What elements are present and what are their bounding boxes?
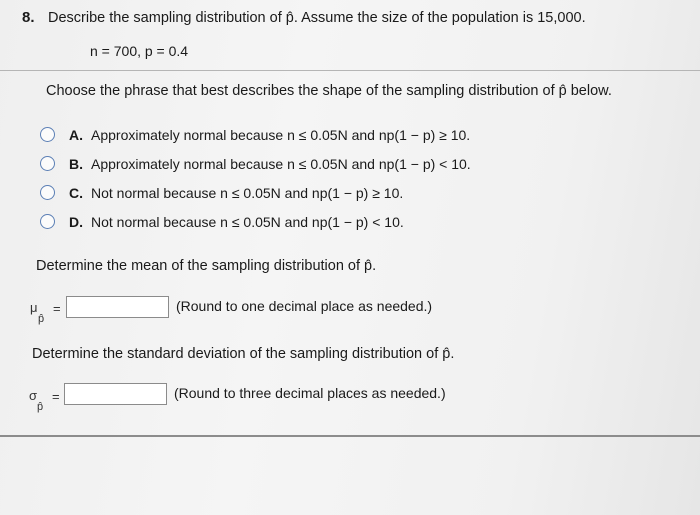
question-prompt: Describe the sampling distribution of p̂. Assume the size of the population is 15,000. (48, 10, 586, 26)
shape-options (40, 120, 471, 236)
radio-button-icon[interactable] (40, 214, 55, 229)
top-divider (0, 70, 700, 71)
option-a[interactable] (40, 120, 471, 149)
option-c[interactable] (40, 178, 471, 207)
question-number: 8. (22, 9, 35, 26)
option-d[interactable] (40, 207, 471, 236)
option-text: Approximately normal because n ≤ 0.05N and np(1 − p) < 10. (91, 155, 471, 172)
shape-instruction: Choose the phrase that best describes the shape of the sampling distribution of p̂ below. (46, 83, 612, 99)
sd-symbol (29, 388, 44, 413)
option-text: Not normal because n ≤ 0.05N and np(1 − p) ≥ 10. (91, 184, 404, 201)
bottom-divider (0, 435, 700, 437)
mean-subscript: p̂ (38, 313, 45, 325)
sd-answer-input[interactable] (64, 383, 167, 405)
option-letter: D. (69, 213, 83, 230)
mean-label: Determine the mean of the sampling distribution of p̂. (36, 258, 377, 274)
radio-button-icon[interactable] (40, 127, 55, 142)
sd-subscript: p̂ (37, 401, 44, 413)
radio-button-icon[interactable] (40, 156, 55, 171)
sd-label: Determine the standard deviation of the sampling distribution of p̂. (32, 346, 455, 362)
mu-symbol: μ (30, 300, 38, 315)
sd-rounding-note: (Round to three decimal places as needed.) (174, 385, 446, 401)
sd-equals: = (52, 389, 60, 404)
radio-button-icon[interactable] (40, 185, 55, 200)
mean-symbol (30, 300, 45, 325)
mean-rounding-note: (Round to one decimal place as needed.) (176, 298, 433, 314)
given-values: n = 700, p = 0.4 (90, 43, 189, 59)
option-text: Not normal because n ≤ 0.05N and np(1 − p) < 10. (91, 213, 404, 230)
mean-equals: = (53, 301, 61, 316)
option-letter: B. (69, 155, 83, 172)
option-text: Approximately normal because n ≤ 0.05N and np(1 − p) ≥ 10. (91, 126, 471, 143)
sigma-symbol: σ (29, 388, 38, 403)
option-letter: C. (69, 184, 83, 201)
option-letter: A. (69, 126, 83, 143)
option-b[interactable] (40, 149, 471, 178)
mean-answer-input[interactable] (66, 296, 169, 318)
